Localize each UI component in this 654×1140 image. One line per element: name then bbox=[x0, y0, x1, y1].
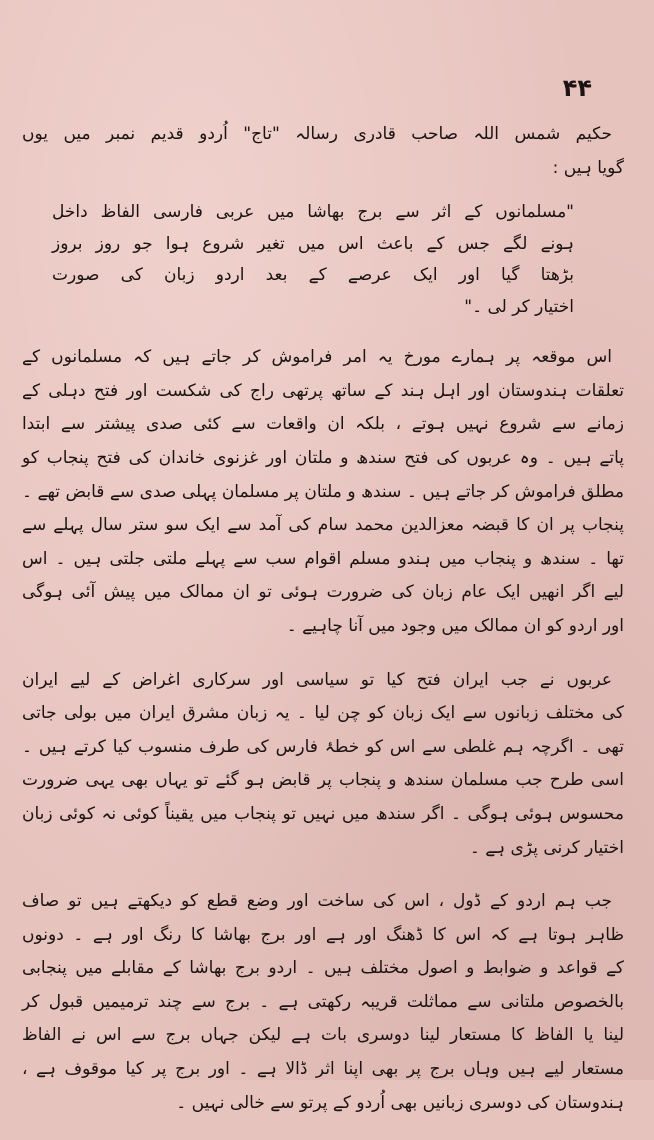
page-body bbox=[22, 118, 624, 1140]
text-line: تھی ۔ اگرچہ ہم غلطی سے اس کو خطۂ فارس کی طرف منسوب کیا کرتے ہیں ۔ bbox=[22, 736, 624, 757]
paragraph-5 bbox=[22, 885, 624, 1120]
paragraph-4 bbox=[22, 664, 624, 866]
text-line: مطلق فراموش کر جاتے ہیں ۔ سندھ و ملتان پر مسلمان پہلی صدی سے قابض تھے ۔ bbox=[22, 481, 624, 502]
text-line: ہندوستان کی دوسری زبانیں بھی اُردو کے پرتو سے خالی نہیں ۔ bbox=[176, 1092, 624, 1113]
text-line: محسوس ہوئی ہوگی ۔ اگر سندھ میں نہیں تو پنجاب میں یقیناً کوئی نہ کوئی زبان bbox=[22, 803, 624, 824]
text-line: بالخصوص ملتانی سے مماثلت قریبہ رکھتی ہے ۔ برج سے چند ترمیمیں قبول کر bbox=[22, 991, 624, 1012]
text-line: اور اردو کو ان ممالک میں وجود میں آنا چاہیے ۔ bbox=[286, 615, 624, 636]
text-line: کے قواعد و ضوابط و اصول مختلف ہیں ۔ اردو برج بھاشا کے مقابلے میں پنجابی bbox=[22, 958, 624, 979]
text-line: اختیار کرنی پڑی ہے ۔ bbox=[469, 837, 624, 858]
page-number: ۴۴ bbox=[562, 74, 592, 102]
block-quote bbox=[52, 197, 574, 323]
text-line: اختیار کر لی ۔" bbox=[464, 296, 574, 317]
text-line: جب ہم اردو کے ڈول ، اس کی ساخت اور وضع قطع کو دیکھتے ہیں تو صاف bbox=[22, 891, 612, 912]
text-line: پنجاب پر ان کا قبضہ معزالدین محمد سام کی آمد سے ایک سو ستر سال پہلے سے bbox=[22, 515, 624, 536]
text-line: مستعار لیے ہیں وہاں برج پر بھی اپنا اثر ڈالا ہے ۔ اور برج پر کیا موقوف ہے ، bbox=[22, 1059, 624, 1080]
text-line: ہونے لگے جس کے باعث اس میں تغیر شروع ہوا جو روز بروز bbox=[52, 233, 574, 254]
text-line: تھا ۔ سندھ و پنجاب میں ہندو مسلم اقوام سب سے پہلے ملتی جلتی ہیں ۔ اس bbox=[22, 548, 624, 569]
text-line: اسی طرح جب مسلمان سندھ و پنجاب پر قابض ہو گئے تو یہاں بھی یہی ضرورت bbox=[22, 770, 624, 791]
text-line: عربوں نے جب ایران فتح کیا تو سیاسی اور سرکاری اغراض کے لیے ایران bbox=[22, 669, 612, 690]
text-line: زمانے سے شروع نہیں ہوتے ، بلکہ ان واقعات سے کئی صدی پیشتر سے ابتدا bbox=[22, 414, 624, 435]
text-line: لینا یا الفاظ کا مستعار لینا دوسری بات ہے لیکن جہاں برج سے اس نے الفاظ bbox=[22, 1025, 624, 1046]
text-line: بڑھتا گیا اور ایک عرصے کے بعد اردو زبان کی صورت bbox=[52, 265, 574, 286]
text-line: لیے اگر انھیں ایک عام زبان کی ضرورت ہوئی تو ان ممالک میں پیش آئی ہوگی bbox=[22, 582, 624, 603]
text-line: پاتے ہیں ۔ وہ عربوں کی فتح سندھ و ملتان اور غزنوی خاندان کی فتح پنجاب کو bbox=[22, 447, 624, 468]
text-line: گویا ہیں : bbox=[552, 157, 624, 178]
text-line: اس موقعہ پر ہمارے مورخ یہ امر فراموش کر جاتے ہیں کہ مسلمانوں کے bbox=[22, 347, 612, 368]
text-line: حکیم شمس اللہ صاحب قادری رسالہ "تاج" اُردو قدیم نمبر میں یوں bbox=[22, 124, 612, 144]
paragraph-intro bbox=[22, 118, 624, 185]
text-line: تعلقات ہندوستان اور اہل ہند کے ساتھ پرتھی راج کی شکست اور فتح دہلی کے bbox=[22, 380, 624, 401]
text-line: ظاہر ہوتا ہے کہ اس کا ڈھنگ اور ہے اور برج بھاشا کا رنگ اور ہے ۔ دونوں bbox=[22, 924, 624, 945]
text-line: کی مختلف زبانوں سے ایک زبان کو چن لیا ۔ یہ زبان مشرق ایران میں بولی جاتی bbox=[22, 703, 624, 724]
text-line: "مسلمانوں کے اثر سے برج بھاشا میں عربی فارسی الفاظ داخل bbox=[52, 202, 574, 223]
paragraph-3 bbox=[22, 341, 624, 643]
